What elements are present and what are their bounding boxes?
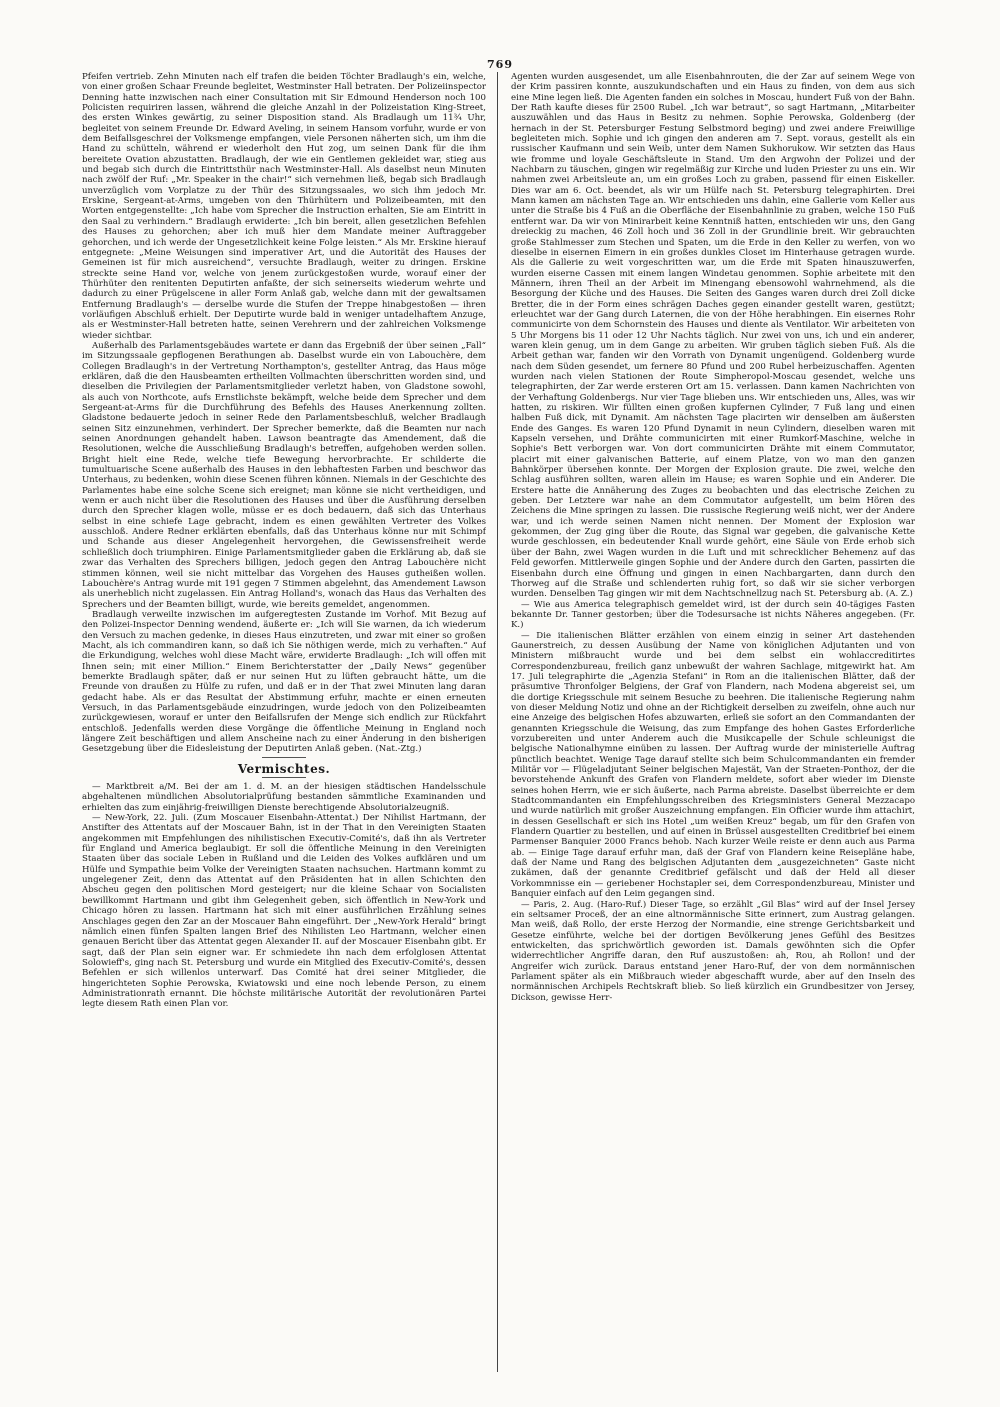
news-item: — Wie aus America telegraphisch gemeldet wird, ist der durch sein 40-tägiges Fasten bekannte Dr. Tanner gestorben; über die Todesursache ist nichts Näheres angegeben. (Fr. K.) (511, 599, 915, 631)
section-rule (262, 777, 306, 778)
news-item: — Paris, 2. Aug. (Haro-Ruf.) Dieser Tage, so erzählt „Gil Blas“ wird auf der Insel Jersey ein seltsamer Proceß, der an eine altnormännische Sitte erinnert, zum Austrag gelangen. Man weiß, daß Rollo, der erste Herzog der Normandie, eine strenge Gerichtsbarkeit und Gesetze einführte, welche bei der dortigen Bevölkerung jenes Gefühl des Besitzes entwickelten, das sprichwörtlich geworden ist. Damals gewöhnten sich die Opfer widerrechtlicher Angriffe daran, den Ruf auszustoßen: ah, Rou, ah Rollon! und der Angreifer wich zurück. Daraus entstand jener Haro-Ruf, der von dem normännischen Parlament später als ein Mißbrauch wieder abgeschafft wurde, aber auf den Inseln des normännischen Archipels Rechtskraft blieb. So ließ kürzlich ein Grundbesitzer von Jersey, Dickson, gewisse Herr- (511, 899, 915, 1003)
page-number: 769 (487, 58, 513, 71)
news-item: — Marktbreit a/M. Bei der am 1. d. M. an der hiesigen städtischen Handelsschule abgehaltenen mündlichen Absolutorialprüfung bestanden sämmtliche Examinanden und erhielten das zum einjährig-freiwilligen Dienste berechtigende Absolutorialzeugniß. (82, 782, 486, 813)
article-paragraph: Außerhalb des Parlamentsgebäudes wartete er dann das Ergebniß der über seinen „Fall“ im Sitzungssaale gepflogenen Berathungen ab. Daselbst wurde ein von Labouchère, dem Collegen Bradlaugh's in der Vertretung Northampton's, gestellter Antrag, das Haus möge erklären, daß die den Hausbeamten ertheilten Vollmachten überschritten worden sind, und dieselben die Privilegien der Parlamentsmitglieder verletzt haben, von Gladstone sowohl, als auch von Northcote, aufs Ernstlichste bekämpft, welche beide dem Sprecher und dem Sergeant-at-Arms für die Durchführung des Befehls des Hauses Anerkennung zollten. Gladstone bedauerte jedoch in seiner Rede den Parlamentsbeschluß, welcher Bradlaugh seinen Sitz einzunehmen, verhindert. Der Sprecher bemerkte, daß die Beamten nur nach seinen Anordnungen gehandelt haben. Lawson beantragte das Amendement, daß die Resolutionen, welche die Ausschließung Bradlaugh's betreffen, aufgehoben werden sollen. Bright hielt eine Rede, welche tiefe Bewegung hervorbrachte. Er schilderte die tumultuarische Scene außerhalb des Hauses in den lebhaftesten Farben und beschwor das Unterhaus, zu bedenken, wohin diese Scenen führen können. Niemals in der Geschichte des Parlamentes habe eine solche Scene sich ereignet; man könne sie nicht vertheidigen, und wenn er auch nicht über die Resolutionen des Hauses und über die Ausführung derselben durch den Sprecher klagen wolle, müsse er es doch bedauern, daß sich das Unterhaus selbst in eine schiefe Lage gebracht, indem es einen gewählten Vertreter des Volkes ausschloß. Andere Redner erklärten ebenfalls, daß das Unterhaus könne nur mit Schimpf und Schande aus dieser Angelegenheit hervorgehen, die Gewissensfreiheit werde schließlich doch triumphiren. Einige Parlamentsmitglieder gaben die Erklärung ab, daß sie zwar das Verhalten des Sprechers billigen, jedoch gegen den Antrag Labouchère nicht stimmen können, weil sie nicht mittelbar das Vorgehen des Hauses gutheißen wollen. Labouchère's Antrag wurde mit 191 gegen 7 Stimmen abgelehnt, das Amendement Lawson als unerheblich nicht zugelassen. Ein Antrag Holland's, wonach das Haus das Verhalten des Sprechers und der Beamten billigt, wurde, wie bereits gemeldet, angenommen. (82, 340, 486, 610)
section-heading: Vermischtes. (237, 761, 331, 776)
article-paragraph: Agenten wurden ausgesendet, um alle Eisenbahnrouten, die der Zar auf seinem Wege von der Krim passiren konnte, auszukundschaften und ein Haus zu finden, von dem aus sich eine Mine legen ließ. Die Agenten fanden ein solches in Moscau, hundert Fuß von der Bahn. Der Rath kaufte dieses für 2500 Rubel. „Ich war betraut“, so sagt Hartmann, „Mitarbeiter auszuwählen und das Haus in Besitz zu nehmen. Sophie Perowska, Goldenberg (der hernach in der St. Petersburger Festung Selbstmord beging) und zwei andere Freiwillige begleiteten mich. Sophie und ich gingen den anderen am 7. Sept. voraus, gestellt als ein russischer Kaufmann und sein Weib, unter dem Namen Sukhorukow. Wir setzten das Haus wie fromme und loyale Geschäftsleute in Stand. Um den Argwohn der Polizei und der Nachbarn zu täuschen, gingen wir regelmäßig zur Kirche und luden Priester zu uns ein. Wir nahmen zwei Arbeitsleute an, um ein großes Loch zu graben, passend für einen Eiskeller. Dies war am 6. Oct. beendet, als wir um Hülfe nach St. Petersburg telegraphirten. Drei Mann kamen am nächsten Tage an. Wir entschieden uns dahin, eine Gallerie vom Keller aus unter die Straße bis 4 Fuß an die Oberfläche der Eisenbahnlinie zu graben, welche 150 Fuß entfernt war. Da wir von Minirarbeit keine Kenntniß hatten, entschieden wir uns, den Gang dreieckig zu machen, 46 Zoll hoch und 36 Zoll in der Grundlinie breit. Wir gebrauchten große Stahlmesser zum Stechen und Spaten, um die Erde in den Keller zu werfen, von wo dieselbe in eisernen Eimern in ein großes dunkles Closet im Hinterhause getragen wurde. Als die Gallerie zu weit vorgeschritten war, um die Erde mit Spaten hinauszuwerfen, wurden eiserne Cassen mit einem langen Windetau genommen. Sophie arbeitete mit den Männern, ihren Theil an der Arbeit im Minengang ebensowohl wahrnehmend, als die Besorgung der Küche und des Hauses. Die Seiten des Ganges waren durch drei Zoll dicke Bretter, die in der Form eines schrägen Daches gegen einander gestellt waren, gestützt; erleuchtet war der Gang durch Laternen, die von der Höhe herabhingen. Ein eisernes Rohr communicirte von dem Schornstein des Hauses und diente als Ventilator. Wir arbeiteten von 5 Uhr Morgens bis 11 oder 12 Uhr Nachts täglich. Nur zwei von uns, ich und ein anderer, waren klein genug, um in dem Gange zu arbeiten. Wir gruben täglich sieben Fuß. Als die Arbeit gethan war, fanden wir den Vorrath von Dynamit ungenügend. Goldenberg wurde nach dem Süden gesendet, um fernere 80 Pfund und 200 Rubel herbeizuschaffen. Agenten wurden nach vielen Stationen der Route Simpheropol-Moscau gesendet, welche uns telegraphirten, der Zar werde ersteren Ort am 15. verlassen. Dann kamen Nachrichten von der Verhaftung Goldenbergs. Nur vier Tage blieben uns. Wir entschieden uns, Alles, was wir hatten, zu riskiren. Wir füllten einen großen kupfernen Cylinder, 7 Fuß lang und einen halben Fuß dick, mit Dynamit. Am nächsten Tage placirten wir denselben am äußersten Ende des Ganges. Es waren 120 Pfund Dynamit in neun Cylindern, dieselben waren mit Kapseln versehen, und Drähte communicirten mit einer Rumkorf-Maschine, welche in Sophie's Bett verborgen war. Von dort communicirten Drähte mit einem Commutator, placirt mit einer galvanischen Batterie, auf einem Platze, von wo man den ganzen Bahnkörper übersehen konnte. Der Morgen der Explosion graute. Die zwei, welche den Schlag ausführen sollten, waren allein im Hause; es waren Sophie und ein Anderer. Die Erstere hatte die Annäherung des Zuges zu beobachten und das electrische Zeichen zu geben. Der Letztere war nahe an dem Commutator aufgestellt, um beim Hören des Zeichens die Mine springen zu lassen. Die russische Regierung weiß nicht, wer der Andere war, und ich werde seinen Namen nicht nennen. Der Moment der Explosion war gekommen, der Zug ging über die Route, das Signal war gegeben, die galvanische Kette wurde geschlossen, ein bedeutender Knall wurde gehört, eine Säule von Erde erhob sich über der Bahn, zwei Wagen wurden in die Luft und mit schrecklicher Behemenz auf das Feld geworfen. Mittlerweile gingen Sophie und der Andere durch den Garten, passirten die Eisenbahn durch eine Öffnung und gingen in einen Nachbargarten, dann durch den Thorweg auf die Straße und schlenderten ruhig fort, so daß wir sie sicher verborgen wurden. Denselben Tag gingen wir mit dem Nachtschnellzug nach St. Petersburg ab. (A. Z.) (511, 72, 915, 600)
column-divider (497, 72, 498, 1372)
right-column (511, 72, 915, 1372)
left-column (82, 72, 486, 1372)
news-item: — New-York, 22. Juli. (Zum Moscauer Eisenbahn-Attentat.) Der Nihilist Hartmann, der Anstifter des Attentats auf der Moscauer Bahn, ist in der That in den Vereinigten Staaten angekommen mit Empfehlungen des nihilistischen Executiv-Comité's, daß ihn als Vertreter für England und America beglaubigt. Er soll die öffentliche Meinung in den Vereinigten Staaten über das sociale Leben in Rußland und die Leiden des Volkes aufklären und um Hülfe und Sympathie beim Volke der Vereinigten Staaten nachsuchen. Hartmann kommt zu ungelegener Zeit, denn das Attentat auf den Präsidenten hat in allen Schichten den Abscheu gegen den politischen Mord gesteigert; nur die kleine Schaar von Socialisten bewillkommt Hartmann und gibt ihm Gelegenheit geben, sich öffentlich in New-York und Chicago hören zu lassen. Hartmann hat sich mit einer ausführlichen Erzählung seines Anschlages gegen den Zar an der Moscauer Bahn eingeführt. Der „New-York Herald“ bringt nämlich einen fünfen Spalten langen Brief des Nihilisten Leo Hartmann, welcher einen genauen Bericht über das Attentat gegen Alexander II. auf der Moscauer Eisenbahn gibt. Er sagt, daß der Plan sein eigner war. Er schmiedete ihn nach dem erfolglosen Attentat Solowieff's, ging nach St. Petersburg und wurde ein Mitglied des Executiv-Comité's, dessen Befehlen er sich willenlos unterwarf. Das Comité hat drei seiner Mitglieder, die hingerichteten Sophie Perowska, Kwiatowski und eine noch lebende Person, zu einem Administrationrath ernannt. Die höchste militärische Autorität der revolutionären Partei legte diesem Rath einen Plan vor. (82, 813, 486, 1010)
section-rule (262, 757, 306, 758)
news-item: — Die italienischen Blätter erzählen von einem einzig in seiner Art dastehenden Gaunerstreich, zu dessen Ausübung der Name von königlichen Adjutanten und von Ministern mißbraucht wurde und bei dem selbst ein wohlaccreditirtes Correspondenzbureau, freilich ganz unbewußt der wahren Sachlage, mitgewirkt hat. Am 17. Juli telegraphirte die „Agenzia Stefani“ in Rom an die italienischen Blätter, daß der präsumtive Thronfolger Belgiens, der Graf von Flandern, nach Modena abgereist sei, um die dortige Kriegsschule mit seinem Besuche zu beehren. Die italienische Regierung nahm von dieser Meldung Notiz und ohne an der Richtigkeit derselben zu zweifeln, ohne auch nur eine Anzeige des belgischen Hofes abzuwarten, erließ sie sofort an den Commandanten der genannten Kriegsschule die Weisung, das zum Empfange des hohen Gastes Erforderliche vorzubereiten und unter Anderem auch die Musikcapelle der Schule schleunigst die belgische Nationalhymne einüben zu lassen. Der Auftrag wurde der ministerielle Auftrag pünctlich beachtet. Wenige Tage darauf stellte sich beim Schulcommandanten ein fremder Militär vor — Flügeladjutant Seiner belgischen Majestät, Van der Straeten-Ponthoz, der die bevorstehende Ankunft des Grafen von Flandern meldete, sofort aber wieder im Dienste seines hohen Herrn, wie er sich äußerte, nach Parma abreiste. Daselbst überreichte er dem Stadtcommandanten ein Empfehlungsschreiben des Kriegsministers General Mezzacapo und wurde natürlich mit großer Auszeichnung empfangen. Ein Officier wurde ihm attachirt, in dessen Gesellschaft er sich ins Hotel „um weißen Kreuz“ begab, um für den Grafen von Flandern Quartier zu bestellen, und auf einen in Brüssel ausgestellten Creditbrief bei einem Parmenser Banquier 2000 Francs behob. Nach kurzer Weile reiste er denn auch aus Parma ab. — Einige Tage darauf erfuhr man, daß der Graf von Flandern keine Reisepläne habe, daß der Name und Rang des belgischen Adjutanten dem „ausgezeichneten“ Gaste nicht zukämen, daß der genannte Creditbrief gefälscht und daß der Held all dieser Vorkommnisse ein — geriebener Hochstapler sei, dem Correspondenzbureau, Minister und Banquier einfach auf den Leim gegangen sind. (511, 630, 915, 900)
article-paragraph: Bradlaugh verweilte inzwischen im aufgeregtesten Zustande im Vorhof. Mit Bezug auf den Polizei-Inspector Denning wendend, äußerte er: „Ich will Sie warnen, da ich wiederum den Versuch zu machen gedenke, in dieses Haus einzutreten, und zwar mit einer so großen Macht, als ich commandiren kann, so daß ich Sie nöthigen werde, mich zu verhaften.“ Auf die Erkundigung, welches wohl diese Macht wäre, erwiderte Bradlaugh: „Ich will offen mit Ihnen sein; mit einer Million.“ Einem Berichterstatter der „Daily News“ gegenüber bemerkte Bradlaugh später, daß er nur seinen Hut zu lüften gebraucht hätte, um die Freunde von draußen zu Hülfe zu rufen, und daß er in der That zwei Minuten lang daran gedacht habe. Als er das Resultat der Abstimmung erfuhr, machte er einen erneuten Versuch, in das Parlamentsgebäude einzudringen, wurde jedoch von den Polizeibeamten zurückgewiesen, worauf er unter den Beifallsrufen der Menge sich endlich zur Rückfahrt entschloß. Jedenfalls werden diese Vorgänge die öffentliche Meinung in England noch längere Zeit beschäftigen und allem Anscheine nach zu einer Änderung in den bisherigen Gesetzgebung über die Eidesleistung der Deputirten Anlaß geben. (Nat.-Ztg.) (82, 609, 486, 755)
article-paragraph: Pfeifen vertrieb. Zehn Minuten nach elf trafen die beiden Töchter Bradlaugh's ein, welche, von einer großen Schaar Freunde begleitet, Westminster Hall betraten. Der Polizeiinspector Denning hatte inzwischen nach einer Consultation mit Sir Edmound Henderson noch 100 Policisten requiriren lassen, während die gleiche Anzahl in der Polizeistation King-Street, des ersten Winkes gewärtig, zu seiner Disposition stand. Als Bradlaugh um 11¾ Uhr, begleitet von seinem Freunde Dr. Edward Aveling, in seinem Hansom vorfuhr, wurde er von dem Beifallsgeschrei der Volksmenge empfangen, viele Personen näherten sich, um ihm die Hand zu schütteln, während er wiederholt den Hut zog, um seinen Dank für die ihm bereitete Ovation abzustatten. Bradlaugh, der wie ein Gentlemen gekleidet war, stieg aus und begab sich durch die Eintrittsthür nach Westminster-Hall. Als daselbst neun Minuten nach zwölf der Ruf: „Mr. Speaker in the chair!“ sich vernehmen ließ, begab sich Bradlaugh unverzüglich vom Vorplatze zu der Thür des Sitzungssaales, wo sich ihm jedoch Mr. Erskine, Sergeant-at-Arms, umgeben von den Thürhütern und Polizeibeamten, mit den Worten entgegenstellte: „Ich habe vom Sprecher die Instruction erhalten, Sie am Eintritt in den Saal zu verhindern.“ Bradlaugh erwiderte: „Ich bin bereit, allen gesetzlichen Befehlen des Hauses zu gehorchen; aber ich muß hier dem Mandate meiner Auftraggeber gehorchen, und ich werde der Ungesetzlichkeit keine Folge leisten.“ Als Mr. Erskine hierauf entgegnete: „Meine Weisungen sind imperativer Art, und die Autorität des Hauses der Gemeinen ist für mich ausreichend“, versuchte Bradlaugh, weiter zu dringen. Erskine streckte seine Hand vor, welche von jenem zurückgestoßen wurde, worauf einer der Thürhüter den renitenten Deputirten anfaßte, der sich seinerseits wiederum wehrte und dadurch zu einer Prügelscene in aller Form Anlaß gab, welche dann mit der gewaltsamen Entfernung Bradlaugh's — derselbe wurde die Stufen der Treppe hinabgestoßen — ihren vorläufigen Abschluß erhielt. Der Deputirte wurde bald in weniger untadelhaftem Anzuge, als er Westminster-Hall betreten hatte, seinen Verehrern und der zahlreichen Volksmenge wieder sichtbar. (82, 72, 486, 341)
